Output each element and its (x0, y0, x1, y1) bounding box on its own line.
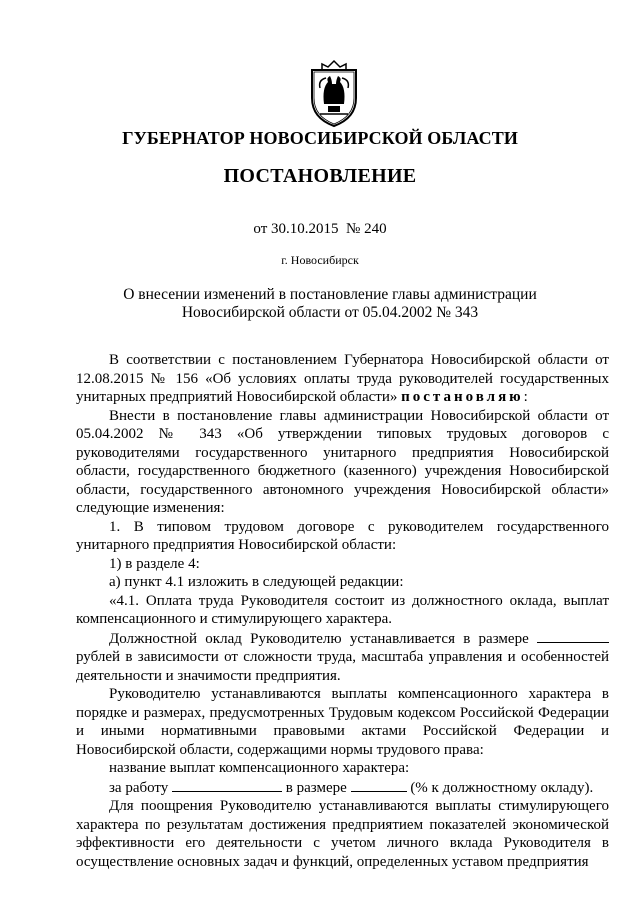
work-blank (172, 778, 282, 792)
salary-amount-blank (537, 629, 609, 643)
coat-of-arms-icon (302, 58, 366, 128)
paragraph-incentive: Для поощрения Руководителю устанавливаются выплаты стимулирующего характера по результатам достижения предприятием показателей экономической эффективности его деятельности с учетом личного вклада Руководителя в осуществление основных задач и функций, определенных уставом предприятия (76, 798, 609, 870)
paragraph-compensation-name: название выплат компенсационного характера: (109, 760, 410, 776)
decree-word: постановляю (401, 389, 524, 405)
paragraph-section-4: 1) в разделе 4: (109, 555, 200, 572)
paragraph-amendment-intro: Внести в постановление главы администрации Новосибирской области от 05.04.2002 № 343 «Об утверждении типовых трудовых договоров с руководителями государственного унитарного предприятия Новосибирской области, государственного бюджетного (казенного) учреждения Новосибирской области, государственного автономного учреждения Новосибирской области» следующие изменения: (76, 407, 609, 516)
amount-label: в размере (285, 779, 347, 796)
document-body (76, 351, 609, 871)
document-number: № 240 (346, 221, 387, 237)
preamble-text: В соответствии с постановлением Губернатора Новосибирской области от 12.08.2015 № 156 «Об условиях оплаты труда руководителей государственных унитарных предприятий Новосибирской области» (76, 352, 609, 405)
salary-text-end: рублей в зависимости от сложности труда, масштаба управления и особенностей деятельности и значимости предприятия. (76, 649, 609, 684)
paragraph-4-1: «4.1. Оплата труда Руководителя состоит из должностного оклада, выплат компенсационного и стимулирующего характера. (76, 592, 609, 627)
preamble-end: : (523, 389, 528, 405)
paragraph-work-line (76, 778, 609, 798)
paragraph-preamble (76, 351, 609, 407)
issuing-authority: ГУБЕРНАТОР НОВОСИБИРСКОЙ ОБЛАСТИ (122, 128, 518, 148)
document-date: от 30.10.2015 (253, 221, 339, 237)
work-label: за работу (109, 779, 169, 796)
paragraph-clause-a: а) пункт 4.1 изложить в следующей редакции: (109, 574, 404, 590)
document-subject: О внесении изменений в постановление главы администрации Новосибирской области от 05.04.2002 № 343 (123, 286, 537, 321)
salary-text-start: Должностной оклад Руководителю устанавливается в размере (109, 630, 529, 647)
city-line: г. Новосибирск (281, 253, 359, 267)
paragraph-compensation: Руководителю устанавливаются выплаты компенсационного характера в порядке и размерах, предусмотренных Трудовым кодексом Российской Федерации и иными нормативными правовыми актами Российской Федерации и Новосибирской области, содержащими нормы трудового права: (76, 686, 609, 758)
paragraph-item-1: 1. В типовом трудовом договоре с руководителем государственного унитарного предприятия Новосибирской области: (76, 518, 609, 553)
percent-blank (351, 778, 407, 792)
percent-note: (% к должностному окладу). (410, 779, 594, 796)
document-type-title: ПОСТАНОВЛЕНИЕ (223, 165, 417, 187)
paragraph-salary (76, 629, 609, 686)
date-and-number-line (0, 221, 640, 238)
